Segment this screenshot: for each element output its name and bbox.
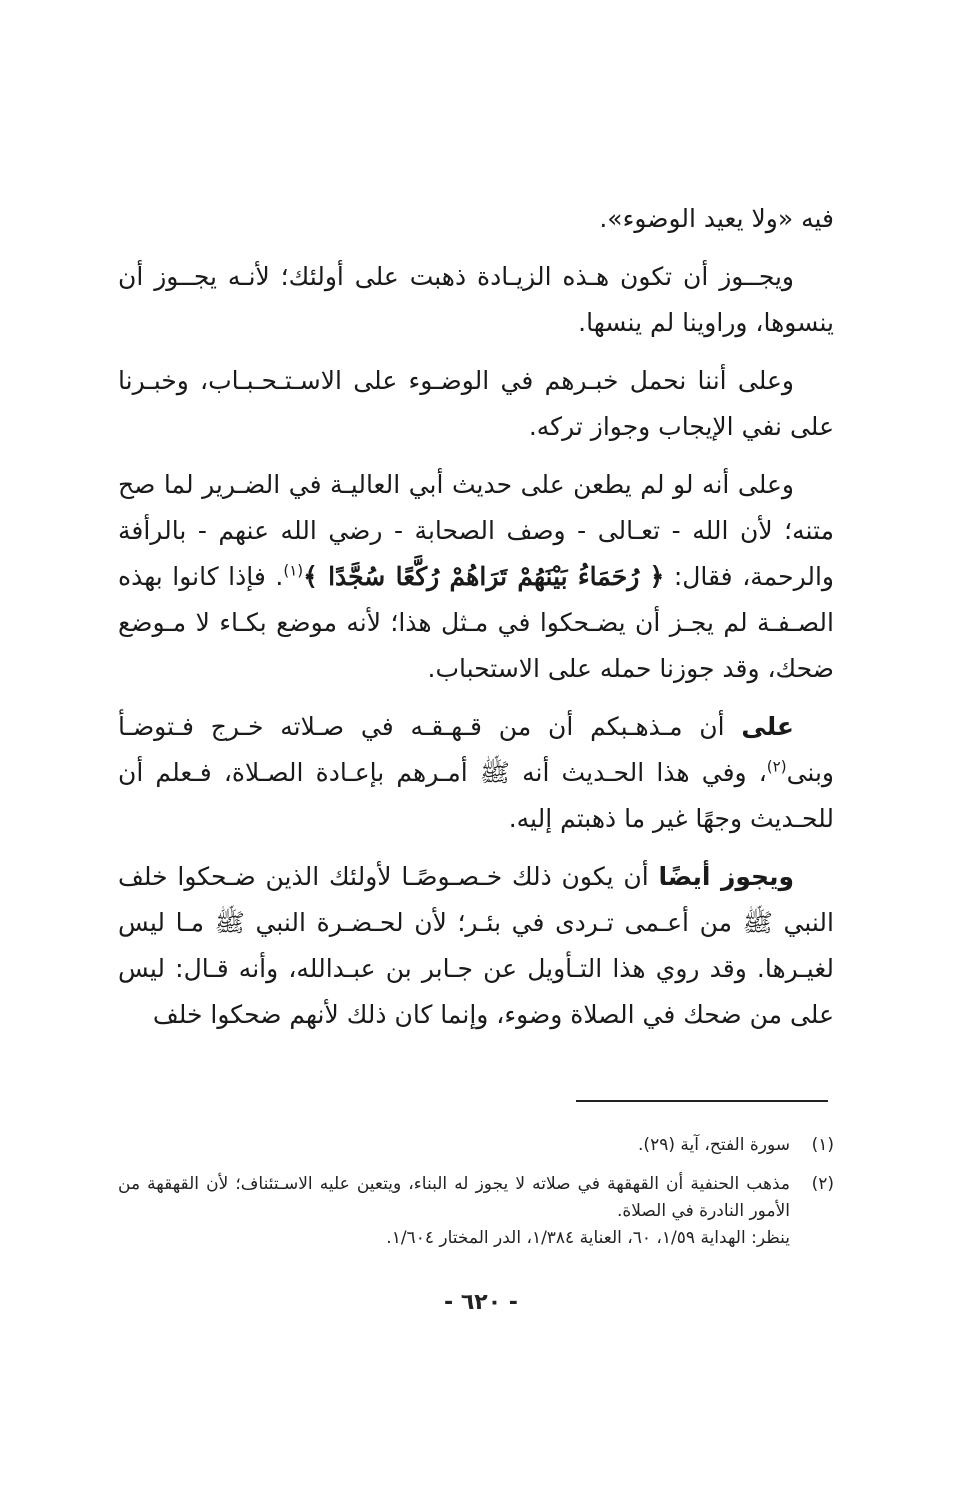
paragraph-4	[118, 462, 834, 692]
paragraph-6-lead: ويجوز أيضًا	[658, 862, 794, 891]
footnote-2	[118, 1171, 834, 1252]
paragraph-3	[118, 358, 834, 450]
paragraph-1-text: فيه «ولا يعيد الوضوء».	[599, 204, 834, 233]
footnote-2-line-1: مذهب الحنفية أن القهقهة في صلاته لا يجوز له البناء، ويتعين عليه الاسـتئناف؛ لأن القهقهة من الأمور النادرة في الصلاة.	[118, 1174, 790, 1221]
footnote-ref-1: (١)	[283, 561, 304, 580]
paragraph-4-text-b: . فإذا كانوا بهذه الصـفـة لم يجـز أن يضـحكوا في مـثل هذا؛ لأنه موضع بكـاء لا مـوضع ضحك، وقد جوزنا حمله على الاستحباب.	[118, 562, 834, 683]
footnote-2-number: (٢)	[811, 1174, 834, 1194]
paragraph-5-lead: على	[741, 712, 794, 741]
paragraph-4-text-a: وعلى أنه لو لم يطعن على حديث أبي العاليـة في الضـرير لما صح متنه؛ لأن الله - تعـالى - وصف الصحابة - رضي الله عنهم - بالرأفة والرحمة، فقال:	[118, 470, 835, 591]
footnote-1	[118, 1132, 834, 1159]
paragraph-6	[118, 854, 834, 1038]
quran-verse: ﴿ رُحَمَاءُ بَيْنَهُمْ تَرَاهُمْ رُكَّعًا سُجَّدًا ﴾	[303, 562, 665, 591]
paragraph-2	[118, 254, 834, 346]
paragraph-5-text-b: ، وفي هذا الحـديث أنه ﷺ أمـرهم بإعـادة الصـلاة، فـعلم أن للحـديث وجهًا غير ما ذهبتم إليه.	[118, 758, 834, 833]
footnote-separator	[576, 1100, 828, 1102]
footnote-2-line-2: ينظر: الهداية ١/٥٩، ٦٠، العناية ١/٣٨٤، الدر المختار ١/٦٠٤.	[386, 1228, 790, 1248]
paragraph-5	[118, 704, 834, 842]
page-number: - ٦٢٠ -	[444, 1290, 518, 1315]
footnote-2-body	[118, 1171, 790, 1252]
footnote-1-text: سورة الفتح، آية (٢٩).	[638, 1135, 790, 1155]
main-text	[118, 196, 834, 1050]
paragraph-2-text: ويجــوز أن تكون هـذه الزيـادة ذهبت على أولئك؛ لأنـه يجــوز أن ينسوها، وراوينا لم ينسها.	[118, 262, 834, 337]
footnote-1-number: (١)	[811, 1135, 834, 1155]
paragraph-1	[118, 196, 834, 242]
paragraph-6-text-a: أن يكون ذلك خـصـوصًـا لأولئك الذين ضـحكوا خلف النبي ﷺ من أعـمى تـردى في بئـر؛ لأن لحـضـرة النبي ﷺ مـا ليس لغيـرها. وقد روي هذا التـأويل عن جـابر بن عبـدالله، وأنه قـال: ليس على من ضحك في الصلاة وضوء، وإنما كان ذلك لأنهم ضحكوا خلف	[118, 862, 834, 1029]
paragraph-5-text-a: أن مـذهـبكم أن من قـهـقـه في صـلاته خـرج فـتوضـأ وبنى	[118, 712, 834, 787]
footnote-ref-2: (٢)	[766, 757, 787, 776]
footnotes	[118, 1132, 834, 1264]
paragraph-3-text: وعلى أننا نحمل خبـرهم في الوضـوء على الاسـتـحـبـاب، وخبـرنا على نفي الإيجاب وجواز تركه.	[118, 366, 834, 441]
